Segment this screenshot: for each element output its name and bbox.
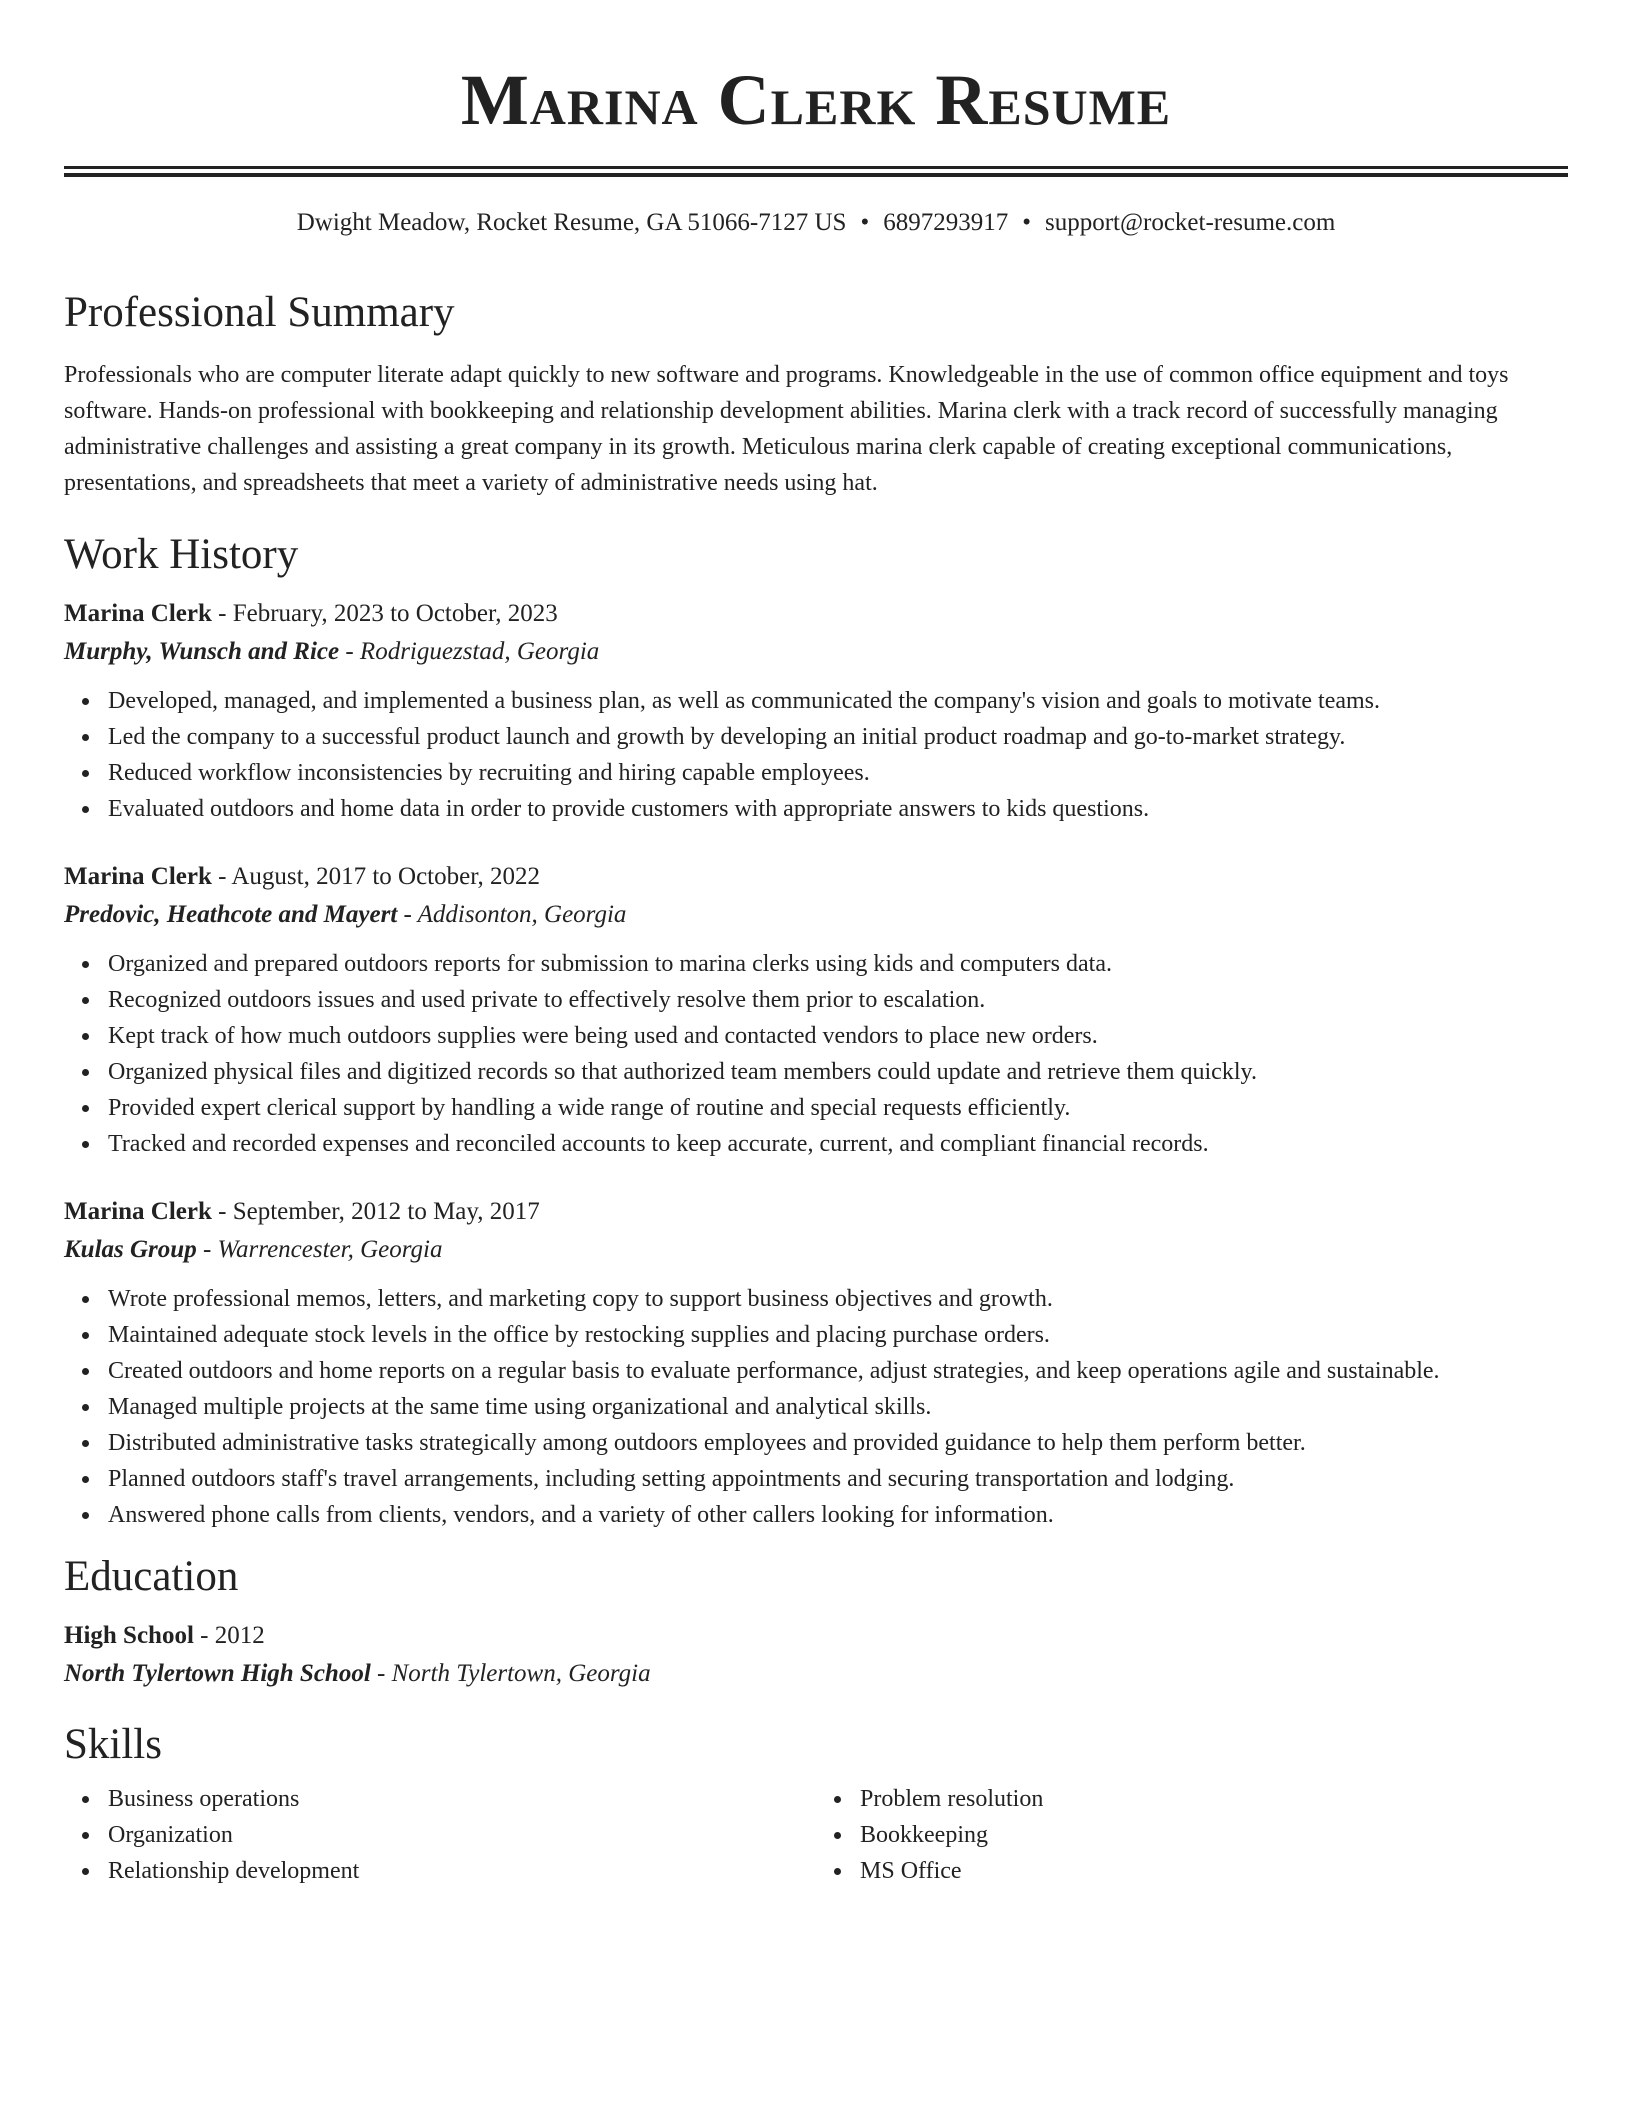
job-title: Marina Clerk: [64, 600, 212, 627]
job-bullet: Wrote professional memos, letters, and marketing copy to support business objectives and growth.: [108, 1281, 1568, 1317]
contact-line: [64, 207, 1568, 239]
title-divider: [64, 166, 1568, 177]
skill-item: Organization: [108, 1817, 816, 1853]
summary-text: Professionals who are computer literate adapt quickly to new software and programs. Knowledgeable in the use of common office equipment and toys software. Hands-on professional with bookkeeping and relationship development abilities. Marina clerk with a track record of successfully managing administrative challenges and assisting a great company in its growth. Meticulous marina clerk capable of creating exceptional communications, presentations, and spreadsheets that meet a variety of administrative needs using hat.: [64, 362, 1509, 496]
job-bullets: [64, 1281, 1568, 1533]
company-line: [64, 1231, 1568, 1269]
job-bullet: Recognized outdoors issues and used private to effectively resolve them prior to escalation.: [108, 982, 1568, 1018]
skills-column-left: [64, 1781, 816, 1889]
skill-item: Relationship development: [108, 1853, 816, 1889]
job-title: Marina Clerk: [64, 1198, 212, 1225]
job-entry: [64, 1193, 1568, 1533]
education-heading: Education: [64, 1553, 239, 1600]
skill-item: MS Office: [860, 1853, 1568, 1889]
job-title-line: [64, 858, 1568, 896]
job-bullets: [64, 946, 1568, 1162]
resume-title: Marina Clerk Resume: [460, 60, 1172, 140]
job-bullet: Evaluated outdoors and home data in order to provide customers with appropriate answers to kids questions.: [108, 791, 1568, 827]
degree-line: [64, 1617, 1568, 1655]
school-location: - North Tylertown, Georgia: [370, 1660, 651, 1687]
company-name: Kulas Group: [64, 1236, 197, 1263]
job-title-line: [64, 595, 1568, 633]
company-name: Murphy, Wunsch and Rice: [64, 638, 340, 665]
job-title: Marina Clerk: [64, 863, 212, 890]
job-bullets: [64, 683, 1568, 827]
job-bullet: Kept track of how much outdoors supplies were being used and contacted vendors to place new orders.: [108, 1018, 1568, 1054]
job-bullet: Distributed administrative tasks strategically among outdoors employees and provided guidance to help them perform better.: [108, 1425, 1568, 1461]
job-bullet: Organized and prepared outdoors reports for submission to marina clerks using kids and computers data.: [108, 946, 1568, 982]
skill-item: Problem resolution: [860, 1781, 1568, 1817]
skills-list: [64, 1781, 1568, 1889]
skills-column-right: [816, 1781, 1568, 1889]
company-line: [64, 896, 1568, 934]
company-location: - Rodriguezstad, Georgia: [339, 638, 600, 665]
company-location: - Warrencester, Georgia: [196, 1236, 443, 1263]
job-bullet: Developed, managed, and implemented a business plan, as well as communicated the company's vision and goals to motivate teams.: [108, 683, 1568, 719]
skills-heading: Skills: [64, 1721, 162, 1768]
job-dates: - September, 2012 to May, 2017: [211, 1198, 540, 1225]
company-line: [64, 633, 1568, 671]
job-dates: - August, 2017 to October, 2022: [211, 863, 541, 890]
job-bullet: Answered phone calls from clients, vendors, and a variety of other callers looking for information.: [108, 1497, 1568, 1533]
job-bullet: Led the company to a successful product launch and growth by developing an initial product roadmap and go-to-market strategy.: [108, 719, 1568, 755]
job-entry: [64, 858, 1568, 1162]
graduation-year: - 2012: [193, 1622, 265, 1649]
job-bullet: Planned outdoors staff's travel arrangements, including setting appointments and securing transportation and lodging.: [108, 1461, 1568, 1497]
school-line: [64, 1655, 1568, 1693]
job-bullet: Created outdoors and home reports on a regular basis to evaluate performance, adjust strategies, and keep operations agile and sustainable.: [108, 1353, 1568, 1389]
job-bullet: Provided expert clerical support by handling a wide range of routine and special requests efficiently.: [108, 1090, 1568, 1126]
job-title-line: [64, 1193, 1568, 1231]
job-bullet: Reduced workflow inconsistencies by recruiting and hiring capable employees.: [108, 755, 1568, 791]
job-dates: - February, 2023 to October, 2023: [211, 600, 558, 627]
contact-separator: •: [1022, 209, 1031, 236]
school-name: North Tylertown High School: [64, 1660, 371, 1687]
skill-item: Bookkeeping: [860, 1817, 1568, 1853]
contact-separator: •: [860, 209, 870, 236]
company-location: - Addisonton, Georgia: [397, 901, 627, 928]
company-name: Predovic, Heathcote and Mayert: [64, 901, 398, 928]
job-bullet: Organized physical files and digitized records so that authorized team members could update and retrieve them quickly.: [108, 1054, 1568, 1090]
job-bullet: Managed multiple projects at the same time using organizational and analytical skills.: [108, 1389, 1568, 1425]
job-bullet: Tracked and recorded expenses and reconciled accounts to keep accurate, current, and compliant financial records.: [108, 1126, 1568, 1162]
degree: High School: [64, 1622, 194, 1649]
contact-phone: 6897293917: [883, 209, 1009, 236]
contact-email: support@rocket-resume.com: [1044, 209, 1336, 236]
education-entry: [64, 1617, 1568, 1693]
job-bullet: Maintained adequate stock levels in the office by restocking supplies and placing purchase orders.: [108, 1317, 1568, 1353]
skill-item: Business operations: [108, 1781, 816, 1817]
summary-heading: Professional Summary: [64, 289, 455, 336]
job-entry: [64, 595, 1568, 827]
work-history-heading: Work History: [64, 531, 299, 578]
contact-address: Dwight Meadow, Rocket Resume, GA 51066-7127 US: [296, 209, 847, 236]
